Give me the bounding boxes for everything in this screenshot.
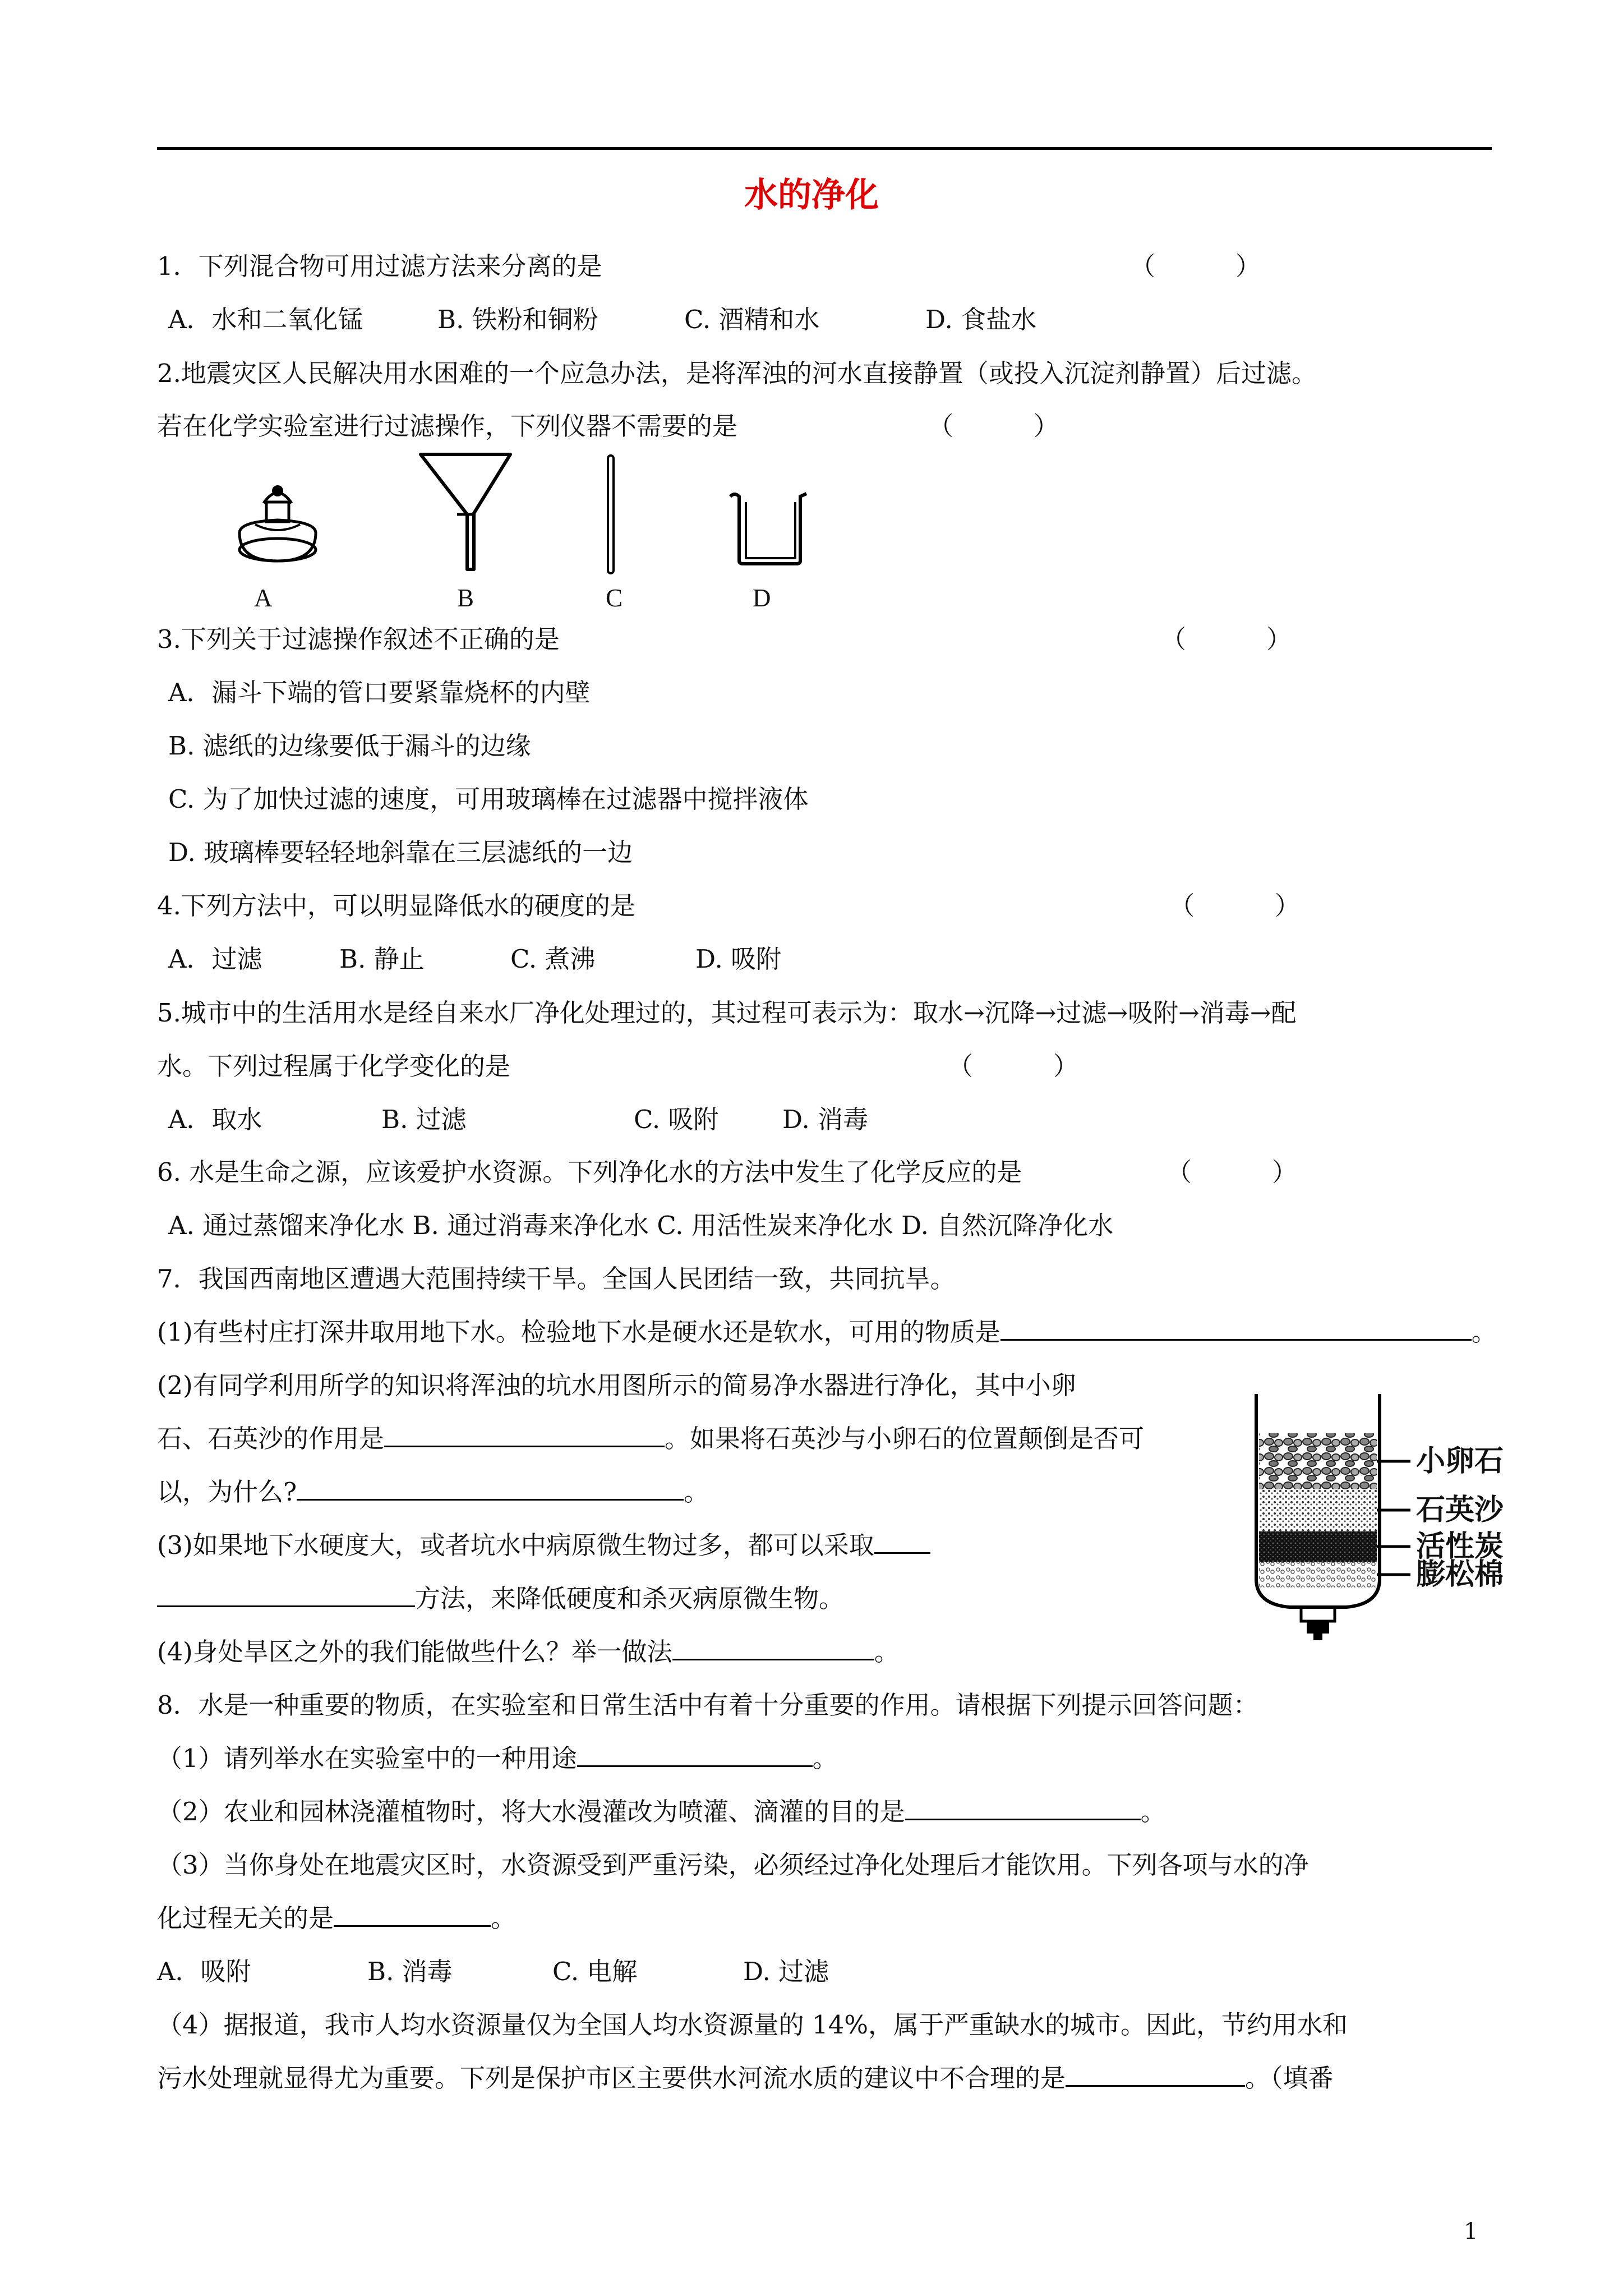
q8-part3-line2 [157, 1902, 516, 1935]
apparatus-label-d: D [753, 584, 771, 612]
q2-answer-paren: （ ） [928, 411, 1059, 441]
q8-part1-text: （1）请列举水在实验室中的一种用途 [157, 1743, 577, 1773]
q2-line1: 2.地震灾区人民解决用水困难的一个应急办法，是将浑浊的河水直接静置（或投入沉淀剂静置）后过滤。 [157, 358, 1317, 388]
apparatus-label-b: B [457, 584, 474, 612]
q7-part2-end: 。如果将石英沙与小卵石的位置颠倒是否可 [665, 1424, 1145, 1453]
q7-part3-text: (3)如果地下水硬度大，或者坑水中病原微生物过多，都可以采取 [157, 1530, 874, 1560]
q1-option-a: A．水和二氧化锰 [168, 305, 363, 334]
q7-part2-blank[interactable] [384, 1422, 665, 1447]
q7-part4-end: 。 [874, 1637, 900, 1667]
filter-label-activated-carbon: 活性炭 [1416, 1530, 1504, 1563]
q8-part3-text: 化过程无关的是 [157, 1903, 334, 1933]
q8-part2 [157, 1795, 1166, 1829]
q7-part3-blank-a[interactable] [874, 1529, 930, 1554]
glass-rod-icon [606, 454, 617, 575]
q8-stem: 8．水是一种重要的物质，在实验室和日常生活中有着十分重要的作用。请根据下列提示回答问题： [157, 1690, 1258, 1720]
q8-part1-blank[interactable] [577, 1742, 813, 1767]
q7-part3-end: 方法，来降低硬度和杀灭病原微生物。 [415, 1584, 845, 1613]
q1-option-d: D. 食盐水 [925, 305, 1037, 334]
q8-part3-end: 。 [491, 1903, 517, 1933]
funnel-icon [418, 452, 513, 572]
q8-part4-blank[interactable] [1066, 2062, 1245, 2087]
q3-option-a: A．漏斗下端的管口要紧靠烧杯的内壁 [168, 678, 591, 707]
q7-stem: 7．我国西南地区遭遇大范围持续干旱。全国人民团结一致，共同抗旱。 [157, 1264, 956, 1294]
q3-stem: 3.下列关于过滤操作叙述不正确的是 [157, 624, 560, 654]
q7-part2-why-blank[interactable] [297, 1475, 684, 1501]
filter-label-pebbles: 小卵石 [1416, 1444, 1504, 1478]
q8-part2-blank[interactable] [905, 1795, 1141, 1820]
q7-part3-line2 [157, 1582, 844, 1616]
q8-part2-end: 。 [1140, 1797, 1166, 1826]
q5-option-d: D. 消毒 [782, 1105, 869, 1134]
q7-part2-text: 石、石英沙的作用是 [157, 1424, 385, 1453]
q7-part2-why: 以，为什么? [157, 1477, 297, 1507]
q3-answer-paren: （ ） [1161, 624, 1292, 654]
apparatus-label-c: C [606, 584, 623, 612]
q5-answer-paren: （ ） [948, 1051, 1079, 1081]
q6-stem: 6. 水是生命之源，应该爱护水资源。下列净化水的方法中发生了化学反应的是 [157, 1157, 1022, 1187]
q5-option-c: C. 吸附 [634, 1105, 719, 1134]
q8-option-c: C. 电解 [552, 1957, 638, 1986]
q7-part1-blank[interactable] [1000, 1315, 1472, 1341]
q1-answer-paren: （ ） [1130, 251, 1261, 281]
q4-option-d: D. 吸附 [695, 944, 782, 974]
header-rule [157, 147, 1492, 150]
q4-option-c: C. 煮沸 [510, 944, 596, 974]
q8-part1 [157, 1742, 838, 1775]
q1-option-c: C. 酒精和水 [684, 305, 820, 334]
q2-line2: 若在化学实验室进行过滤操作，下列仪器不需要的是 [157, 411, 738, 441]
q4-option-a: A．过滤 [168, 944, 262, 974]
q7-part1 [157, 1315, 1497, 1349]
q8-part3-blank[interactable] [334, 1902, 491, 1927]
filter-label-cotton: 膨松棉 [1416, 1558, 1504, 1591]
q3-option-c: C. 为了加快过滤的速度，可用玻璃棒在过滤器中搅拌液体 [168, 784, 809, 814]
q7-part2-why-end: 。 [684, 1477, 709, 1507]
q3-option-b: B. 滤纸的边缘要低于漏斗的边缘 [168, 731, 531, 761]
beaker-icon [729, 491, 808, 567]
q8-part1-end: 。 [812, 1743, 838, 1773]
q4-stem: 4.下列方法中，可以明显降低水的硬度的是 [157, 891, 635, 921]
q7-part4 [157, 1635, 900, 1669]
q8-part4-line1: （4）据报道，我市人均水资源量仅为全国人均水资源量的 14%，属于严重缺水的城市。因此，节约用水和 [157, 2010, 1348, 2040]
q8-option-d: D. 过滤 [743, 1957, 829, 1986]
q5-line2: 水。下列过程属于化学变化的是 [157, 1051, 511, 1081]
q8-part4-text: 污水处理就显得尤为重要。下列是保护市区主要供水河流水质的建议中不合理的是 [157, 2063, 1066, 2093]
q7-part4-text: (4)身处旱区之外的我们能做些什么？举一做法 [157, 1637, 672, 1667]
q7-part2-line2 [157, 1422, 1144, 1456]
q7-part4-blank[interactable] [672, 1635, 874, 1660]
filter-label-quartz-sand: 石英沙 [1416, 1493, 1504, 1527]
q4-answer-paren: （ ） [1169, 891, 1301, 921]
q7-part2-line1: (2)有同学利用所学的知识将浑浊的坑水用图所示的简易净水器进行净化，其中小卵 [157, 1370, 1076, 1400]
q1-stem: 1．下列混合物可用过滤方法来分离的是 [157, 251, 602, 281]
water-filter-diagram [1245, 1394, 1391, 1641]
q3-option-d: D. 玻璃棒要轻轻地斜靠在三层滤纸的一边 [168, 838, 633, 867]
q4-option-b: B. 静止 [339, 944, 425, 974]
alcohol-lamp-icon [233, 480, 322, 564]
q8-option-b: B. 消毒 [367, 1957, 453, 1986]
q7-part1-end: 。 [1471, 1317, 1497, 1347]
page-title: 水的净化 [744, 176, 879, 215]
q8-part2-text: （2）农业和园林浇灌植物时，将大水漫灌改为喷灌、滴灌的目的是 [157, 1797, 905, 1826]
q8-part3-line1: （3）当你身处在地震灾区时，水资源受到严重污染，必须经过净化处理后才能饮用。下列各项与水的净 [157, 1850, 1309, 1880]
page-number: 1 [1464, 2219, 1478, 2244]
q8-option-a: A．吸附 [157, 1957, 251, 1986]
q6-answer-paren: （ ） [1166, 1157, 1298, 1187]
q7-part1-text: (1)有些村庄打深井取用地下水。检验地下水是硬水还是软水，可用的物质是 [157, 1317, 1000, 1347]
q1-option-b: B. 铁粉和铜粉 [437, 305, 598, 334]
q5-line1: 5.城市中的生活用水是经自来水厂净化处理过的，其过程可表示为：取水→沉降→过滤→吸附→消毒→配 [157, 998, 1297, 1028]
q8-part4-line2 [157, 2062, 1334, 2095]
apparatus-label-a: A [254, 584, 273, 612]
q6-options: A. 通过蒸馏来净化水 B. 通过消毒来净化水 C. 用活性炭来净化水 D. 自然沉降净化水 [168, 1211, 1114, 1240]
q7-part2-line3 [157, 1475, 709, 1509]
q5-option-a: A．取水 [168, 1105, 262, 1134]
q7-part3-line1 [157, 1529, 930, 1562]
q8-part4-end: 。（填番 [1245, 2063, 1334, 2093]
q5-option-b: B. 过滤 [381, 1105, 467, 1134]
q7-part3-blank-b[interactable] [157, 1582, 415, 1607]
